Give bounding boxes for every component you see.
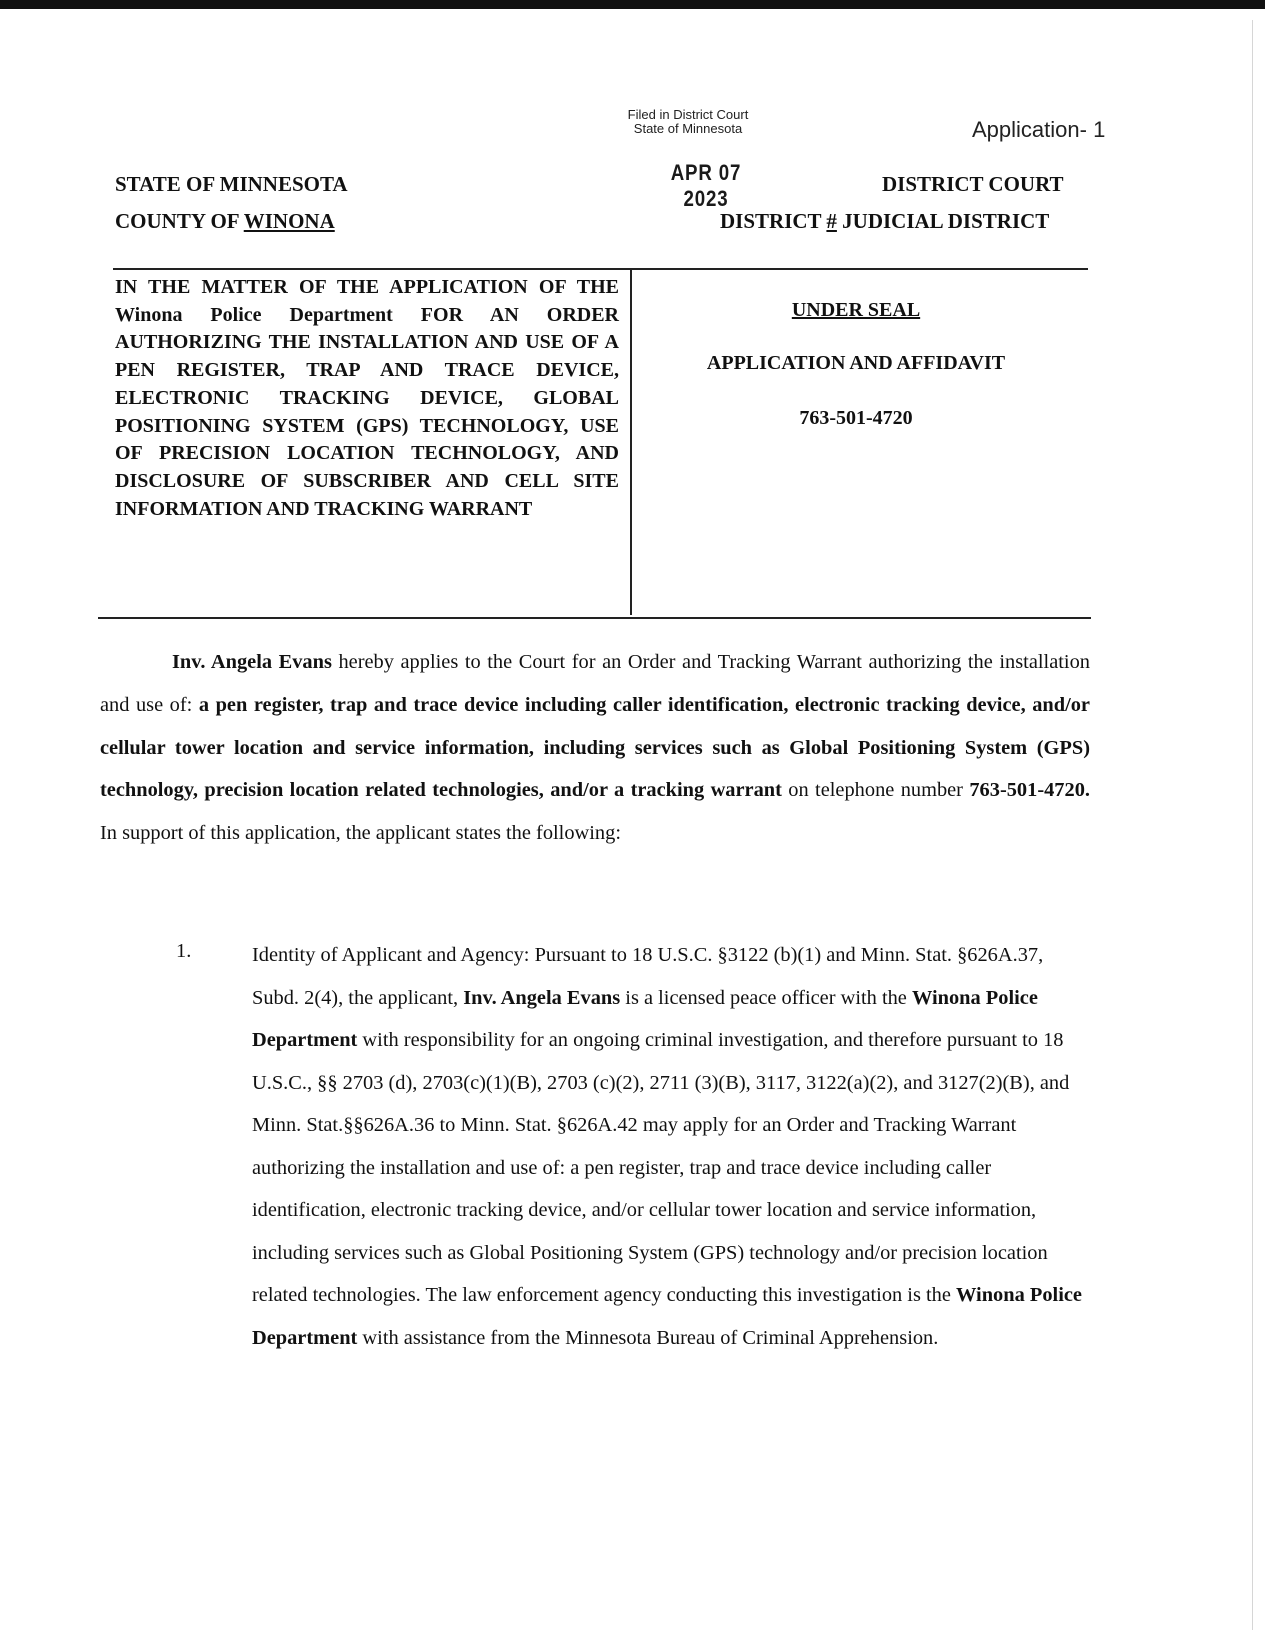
county-line: COUNTY OF WINONA [115, 209, 335, 233]
requested-methods: a pen register, trap and trace device including caller identification, electronic tracking device, and/or cellular tower location and service information, including services such as Global Positioning System (GPS) technology, precision location related technologies, and/or a tracking warrant [100, 693, 1090, 802]
caption-top-rule-right [630, 268, 1088, 270]
caption-bottom-rule [98, 617, 1091, 619]
filing-stamp [598, 108, 778, 136]
stamp-line-1: Filed in District Court [627, 107, 749, 122]
numbered-paragraph-1: Identity of Applicant and Agency: Pursuant to 18 U.S.C. §3122 (b)(1) and Minn. Stat. §626A.37, Subd. 2(4), the applicant, Inv. Angela Evans is a licensed peace officer with the Winona Police Department with responsibility for an ongoing criminal investigation, and therefore pursuant to 18 U.S.C., §§ 2703 (d), 2703(c)(1)(B), 2703 (c)(2), 2711 (3)(B), 3117, 3122(a)(2), and 3127(2)(B), and Minn. Stat.§§626A.36 to Minn. Stat. §626A.42 may apply for an Order and Tracking Warrant authorizing the installation and use of: a pen register, trap and trace device including caller identification, electronic tracking device, and/or cellular tower location and service information, including services such as Global Positioning System (GPS) technology and/or precision location related technologies. The law enforcement agency conducting this investigation is the Winona Police Department with assistance from the Minnesota Bureau of Criminal Apprehension. [252, 944, 1082, 1349]
document-title: APPLICATION AND AFFIDAVIT [706, 352, 1006, 374]
under-seal: UNDER SEAL [791, 299, 921, 321]
state-name: STATE OF MINNESOTA [115, 172, 348, 196]
stamp-date: APR 07 2023 [670, 160, 742, 211]
intro-paragraph: Inv. Angela Evans hereby applies to the Court for an Order and Tracking Warrant authorizing the installation and use of: a pen register, trap and trace device including caller identification, electronic tracking device, and/or cellular tower location and service information, including services such as Global Positioning System (GPS) technology, precision location related technologies, and/or a tracking warrant on telephone number 763-501-4720. In support of this application, the applicant states the following: [100, 651, 1090, 845]
paragraph-number: 1. [176, 940, 192, 962]
caption-top-rule-left [113, 268, 636, 270]
stamp-line-2: State of Minnesota [633, 121, 743, 136]
county-name: WINONA [243, 209, 335, 233]
scan-top-edge [0, 0, 1265, 9]
para-applicant: Inv. Angela Evans [463, 986, 621, 1009]
scan-right-edge [1252, 20, 1253, 1630]
target-phone: 763-501-4720 [799, 407, 913, 429]
matter-caption: IN THE MATTER OF THE APPLICATION OF THE Winona Police Department FOR AN ORDER AUTHORIZING THE INSTALLATION AND USE OF A PEN REGISTER, TRAP AND TRACE DEVICE, ELECTRONIC TRACKING DEVICE, GLOBAL POSITIONING SYSTEM (GPS) TECHNOLOGY, USE OF PRECISION LOCATION TECHNOLOGY, AND DISCLOSURE OF SUBSCRIBER AND CELL SITE INFORMATION AND TRACKING WARRANT [115, 276, 620, 520]
intro-phone: 763-501-4720. [969, 779, 1090, 802]
caption-divider [630, 270, 632, 615]
page-label: Application- 1 [972, 117, 1106, 142]
district-line: DISTRICT # JUDICIAL DISTRICT [720, 209, 1050, 233]
court-name: DISTRICT COURT [882, 172, 1064, 196]
applicant-name: Inv. Angela Evans [172, 651, 332, 673]
para-agency-2: Winona Police Department [252, 1284, 1082, 1349]
district-number: # [826, 209, 837, 233]
matter-agency: Winona Police Department [115, 303, 393, 326]
para-agency: Winona Police Department [252, 986, 1038, 1051]
